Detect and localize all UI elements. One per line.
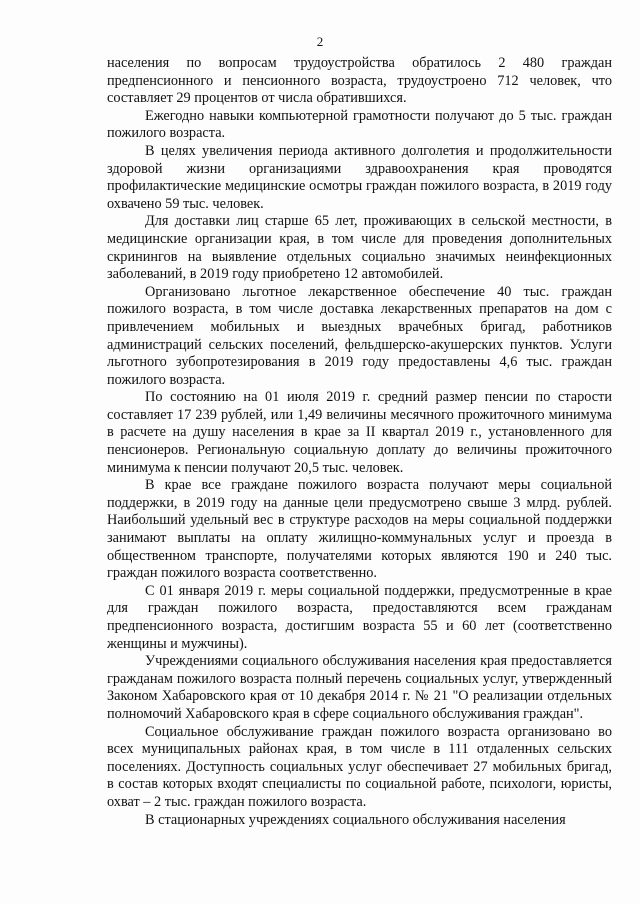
paragraph: С 01 января 2019 г. меры социальной поддержки, предусмотренные в крае для граждан пожилого возраста, предоставляются всем гражданам предпенсионного возраста, достигшим возраста 55 и 60 лет (соответственно женщины и мужчины). xyxy=(107,582,612,652)
paragraph: Социальное обслуживание граждан пожилого возраста организовано во всех муниципальных районах края, в том числе в 111 отдаленных сельских поселениях. Доступность социальных услуг обеспечивает 27 мобильных бригад, в состав которых входят специалисты по социальной работе, психологи, юристы, охват – 2 тыс. граждан пожилого возраста. xyxy=(107,723,612,810)
paragraph: В стационарных учреждениях социального обслуживания населения xyxy=(145,811,566,828)
body-text xyxy=(107,55,612,829)
paragraph: Учреждениями социального обслуживания населения края предоставляется гражданам пожилого возраста полный перечень социальных услуг, утвержденный Законом Хабаровского края от 10 декабря 2014 г. № 21 "О реализации отдельных полномочий Хабаровского края в сфере социального обслуживания граждан". xyxy=(107,653,612,722)
paragraph: В крае все граждане пожилого возраста получают меры социальной поддержки, в 2019 году на данные цели предусмотрено свыше 3 млрд. рублей. Наибольший удельный вес в структуре расходов на меры социальной поддержки занимают выплаты на оплату жилищно-коммунальных услуг и проезда в общественном транспорте, получателями которых являются 190 и 240 тыс. граждан пожилого возраста соответственно. xyxy=(107,477,612,582)
paragraph: По состоянию на 01 июля 2019 г. средний размер пенсии по старости составляет 17 239 рублей, или 1,49 величины месячного прожиточного минимума в расчете на душу населения в крае за II квартал 2019 г., установленного для пенсионеров. Региональную социальную доплату до величины прожиточного минимума к пенсии получают 20,5 тыс. человек. xyxy=(107,389,612,476)
paragraph: Ежегодно навыки компьютерной грамотности получают до 5 тыс. граждан пожилого возраста. xyxy=(107,107,612,142)
paragraph: В целях увеличения периода активного долголетия и продолжительности здоровой жизни организациями здравоохранения края проводятся профилактические медицинские осмотры граждан пожилого возраста, в 2019 году охвачено 59 тыс. человек. xyxy=(107,142,612,212)
page-number: 2 xyxy=(316,34,324,49)
paragraph: населения по вопросам трудоустройства обратилось 2 480 граждан предпенсионного и пенсионного возраста, трудоустроено 712 человек, что составляет 29 процентов от числа обратившихся. xyxy=(107,55,612,107)
paragraph: Для доставки лиц старше 65 лет, проживающих в сельской местности, в медицинские организации края, в том числе для проведения дополнительных скринингов на выявление отдельных социально значимых неинфекционных заболеваний, в 2019 году приобретено 12 автомобилей. xyxy=(107,213,612,283)
paragraph: Организовано льготное лекарственное обеспечение 40 тыс. граждан пожилого возраста, в том числе доставка лекарственных препаратов на дом с привлечением мобильных и выездных врачебных бригад, работников администраций сельских поселений, фельдшерско-акушерских пунктов. Услуги льготного зубопротезирования в 2019 году предоставлены 4,6 тыс. граждан пожилого возраста. xyxy=(107,283,612,388)
